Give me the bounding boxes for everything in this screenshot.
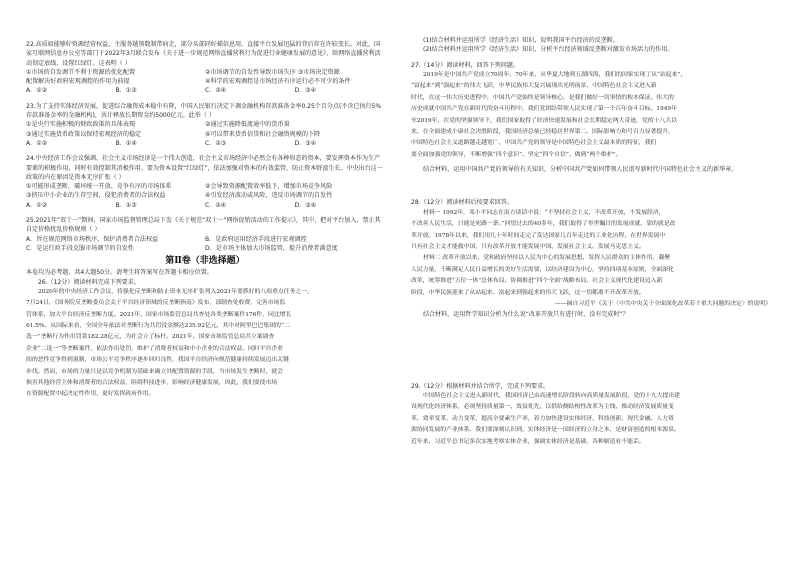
choice-a[interactable]: A．旨在规范网络市场秩序，保护消费者合法权益 bbox=[26, 235, 159, 243]
material-line: 中国特色社会主义进入新时代，我国经济已由高速增长阶段转向高质量发展阶段，党的十九大提出建 bbox=[423, 392, 680, 399]
material-line: 2020年的中央经济工作会议，将强化反垄断和防止资本无序扩张列入2021年要抓好的八项重点任务之一。 bbox=[38, 288, 313, 295]
q22-options-row1 bbox=[26, 68, 384, 77]
q29-title: 29.（12分）根据材料并结合所学，完成下列要求。 bbox=[411, 382, 550, 390]
section-note: 本卷均为必考题，共4大题50分。请考生将答案写在答题卡相应位置。 bbox=[26, 269, 213, 277]
material-line: 损害其他经营主体和消费者的合法权益，阻碍科技进步，影响经济健康发展，因此，我们要使市场 bbox=[26, 380, 278, 387]
choice-a[interactable]: A．①② bbox=[26, 201, 48, 209]
material-line: 要全面加强党的领导，不断增强“四个意识”、坚定“四个自信”、做到“两个维护”。 bbox=[411, 151, 622, 158]
choice-b[interactable]: B．是政府运用经济手段进行宏观调控 bbox=[205, 235, 307, 243]
q23-option: ②通过实施降低流通中的货币量 bbox=[205, 121, 290, 129]
q28-requirement: 结合材料，运用哲学知识分析为什么说“改革开放只有进行时、没有完成时”？ bbox=[423, 311, 629, 319]
choice-c[interactable]: C．是运行政手段克服市场调节的自发性 bbox=[26, 244, 134, 252]
material-line: 2019年是中国共产党成立70周年，70年来，从华夏大地到五湖四海，我们的国家实现了从“站起来”、 bbox=[423, 71, 687, 78]
q24-choices bbox=[26, 201, 384, 210]
material-line: 在资源配置中起决定性作用，更好发挥政府作用。 bbox=[26, 391, 155, 398]
material-line: 不改善人民生活，只能是死路一条。”回望过去的40多年，我们取得了举世瞩目的发展成就，靠的就是改 bbox=[411, 221, 676, 228]
material-line: 61.5%。从国际来看，全国全年依法对垄断行为共罚没金额达235.92亿元，其中对阿里巴巴集团的“二 bbox=[26, 323, 290, 330]
material-line: 只有社会主义才能救中国，只有改革开放才能发展中国、发展社会主义、发展马克思主义。 bbox=[411, 243, 645, 250]
q23-options-row2 bbox=[26, 130, 384, 139]
material-line: 近年来，习近平总书记多次实地考察实体企业，强调实体经济是基础，各种制造业不能丢。 bbox=[411, 438, 645, 445]
q24-option: ③挤压中小企业的生存空间，侵犯消费者的合法权益 bbox=[26, 192, 166, 200]
q22-choices bbox=[26, 86, 384, 95]
material-line: 革、效率变革、动力变革，提高全要素生产率，着力加快建设实体经济、科技创新、现代金融、人力资 bbox=[411, 415, 674, 422]
q22-stem: 22.高质如能够好资源经营权益，主服务越领数制带病走，部分头部同好描信息用，直接平台发展迅猛的背后存在许较变长。对此，国家互联网信息办公室等部门于2022年3月联合发布《关于进一步规范网络直播营利行为促进行业健康发展的意见》，给网络直播营利活动划定底线，设置红绿灯。这表明（ ） bbox=[26, 41, 381, 67]
material-line: 7月24日，《国务院反垄断委员会关于平台经济领域的反垄断指南》发布，部制查处收费，完善市场监 bbox=[26, 300, 286, 307]
choice-d[interactable]: D．③④ bbox=[294, 201, 317, 209]
q24-options-row2 bbox=[26, 191, 384, 200]
q28-material-2 bbox=[411, 253, 771, 299]
choice-a[interactable]: A．①② bbox=[26, 87, 48, 95]
choice-b[interactable]: B．①③ bbox=[115, 87, 137, 95]
material-line: 改革，统筹推进“五位一体”总体布局，协调推进“四个全面”战略布局，社会主义现代化建设迈入新 bbox=[411, 278, 663, 285]
right-page bbox=[397, 0, 794, 562]
material-line: 历史成就中国共产党在新时代的奋斗历程中，我们党团结带领人民实现了第一个百年奋斗目标。1949年 bbox=[411, 106, 677, 113]
q24-option: ①可能形成垄断，破坏统一开放、竞争有序的市场体系 bbox=[26, 183, 172, 191]
section-title: 第Ⅱ卷（非选择题） bbox=[165, 256, 245, 267]
q26-material bbox=[26, 287, 384, 401]
choice-b[interactable]: B．①③ bbox=[115, 201, 137, 209]
material-line: 源协同发展的产业体系。我们要深刻认识到，实体经济是一国经济的立身之本，是财富创造的根本源泉。 bbox=[411, 427, 680, 434]
q25-stem: 25.2021年“双十一”期间，国家市场监督管理总局下发《关于规范“双十一”网络促销活动的工作提示》，其中，把对平台加入，禁止其自定价格扰乱价格规则（ ） bbox=[26, 217, 381, 234]
q23-option: ①是央行实施积极的财政政策的具体表现 bbox=[26, 121, 136, 129]
material-line: 时代，在这一伟大历史进程中，中国共产党始终是领导核心，是我们做好一切事情的根本保证。伟大的 bbox=[411, 94, 674, 101]
choice-c[interactable]: C．②③ bbox=[205, 139, 227, 147]
material-line: 来，在全面建成小康社会决胜阶段，我国经济总量已经稳居世界第二，国际影响力和号召力显著提升， bbox=[411, 128, 674, 135]
material-line: 人民力量，不断满足人民日益增长的美好生活需要，以经济建设为中心，坚持四项基本原则，全面深化 bbox=[411, 266, 674, 273]
q26-title: 26.（12分）阅读材料完成下列要求。 bbox=[38, 278, 140, 286]
choice-d[interactable]: D．③④ bbox=[294, 139, 317, 147]
material-line: 阶段，中华民族迎来了从站起来、富起来到强起来的伟大飞跃，这一切都离不开改革开放。 bbox=[411, 289, 645, 296]
choice-c[interactable]: C．②④ bbox=[205, 87, 227, 95]
q26-requirement-1: (1)结合材料并运用所学《经济生活》知识，说明我国平台经济的反垄断。 bbox=[423, 37, 619, 44]
q27-title: 27.（14分）阅读材料，回答下列问题。 bbox=[411, 61, 519, 69]
q24-option: ④引发经济波动或风险，违反市场调节的自发性 bbox=[205, 192, 333, 200]
q28-quote-source: ——摘自习近平《关于〈中共中央关于全面深化改革若干重大问题的决定〉的说明》 bbox=[554, 300, 771, 307]
q27-material bbox=[411, 70, 771, 161]
q28-material-1 bbox=[411, 208, 771, 254]
material-line: 材料一 1992年，邓小平同志在南方谈话中说：“不坚持社会主义，不改革开放，不发展经济， bbox=[423, 209, 665, 216]
q22-option: ②市场调节的自发性导致市场失序 ③市场决定资源 bbox=[205, 68, 340, 76]
q27-requirement: 结合材料，运用中国共产党的领导的有关知识，分析中国共产党如何带领人民谱写新时代中国特色社会主义的新华章。 bbox=[423, 166, 738, 174]
q23-option: ④可以带来货币信贷和社会融资规模的下降 bbox=[205, 130, 321, 138]
q29-material bbox=[411, 391, 771, 448]
q22-option: ①市场的自发调节不利于资源的优化配置 bbox=[26, 68, 136, 76]
q25-options-row2 bbox=[26, 244, 384, 253]
choice-a[interactable]: A．①② bbox=[26, 139, 48, 147]
q26-requirement-2: (2)结合材料并运用所学《经济生活》知识，分析平台经济领域反垄断对激发市场活力的作用。 bbox=[423, 46, 674, 54]
material-line: 选一”垄断行为作出罚款182.28亿元，为社会立了标杆。2021年，国家市场监管总局共立案调查 bbox=[26, 334, 275, 341]
material-line: 设现代化经济体系，必须坚持质量第一、效益优先，以供给侧结构性改革为主线，推动经济发展质量变 bbox=[411, 404, 674, 411]
choice-b[interactable]: B．①④ bbox=[115, 139, 137, 147]
q22-option: 配置解决好政府宏观调控的作用为前提 bbox=[26, 78, 130, 86]
material-line: 企业“二选一”等垄断案件，依法作出处罚，维护了消费者权益和中小企业的合法权益，同时平台企业 bbox=[26, 345, 284, 352]
q22-options-row2 bbox=[26, 77, 384, 86]
q24-option: ②会导致资源配置效率低下，增加市场竞争风险 bbox=[205, 183, 333, 191]
material-line: 间的恶性竞争得到遏制，市场公平竞争秩序逐步回归良性，我国平台经济向规范健康持续发展迈出关键 bbox=[26, 357, 289, 364]
q25-options-row1 bbox=[26, 235, 384, 244]
choice-c[interactable]: C．②④ bbox=[205, 201, 227, 209]
choice-d[interactable]: D．是市场主体加大市场监管，提升消费者满意度 bbox=[205, 244, 338, 252]
material-line: 步伐。然而，市场的力量只是以竞争机制为基础来确立其配置资源的手段，当市场发生垄断时，就会 bbox=[26, 368, 283, 375]
choice-d[interactable]: D．③④ bbox=[294, 87, 317, 95]
material-line: 管体系，加大平台经济反垄断力度。2021年，国家市场监管总局共查处各类垄断案件176件，同比增长 bbox=[26, 311, 292, 318]
material-line: 至2019年，在党的坚强领导下，我们国家取得了经济快速发展和社会长期稳定两大奇迹，党的十八大以 bbox=[411, 117, 677, 124]
q24-options-row1 bbox=[26, 182, 384, 191]
material-line: “富起来”到“强起来”的伟大飞跃，中华民族伟大复兴展现出光明前景，中国特色社会主义进入新 bbox=[411, 83, 657, 90]
q23-option: ③通过实施货币政策以保持宏观经济的稳定 bbox=[26, 130, 142, 138]
left-column bbox=[26, 38, 384, 401]
material-line: 中国特色社会主义道路越走越宽广，中国共产党的领导是中国特色社会主义最本质的特征，我们 bbox=[411, 140, 657, 147]
material-line: 材料二 改革开放以来，党和政府坚持以人民为中心的发展思想，发挥人民群众的主体作用，凝聚 bbox=[423, 255, 671, 262]
q23-choices bbox=[26, 139, 384, 148]
material-line: 革开放。1978年以来，我们用几十年时间走完了发达国家几百年走过的工业化历程，在世界发展中 bbox=[411, 232, 666, 239]
q23-options-row1 bbox=[26, 120, 384, 129]
q23-stem: 23.为了支持实体经济发展，促进综合融资成本稳中有降，中国人民银行决定下调金融机构存款准备金率0.25个百分点(不含已执行5%存款准备金率的金融机构)，共计释放长期资金约5000亿元。此举（ ） bbox=[26, 102, 382, 120]
right-column bbox=[411, 36, 771, 448]
q24-stem: 24.中央经济工作会议强调，社会主义市场经济是一个伟大创造，社会主义市场经济中必然会有各种形态的资本，要发挥资本作为生产要素的积极作用，同时有效控制其消极作用。要为资本设置“红绿灯”，依法加强对资本的有效监管，防止资本野蛮生长。中央出台这一政策的内在原因是资本无序扩张（ ） bbox=[26, 155, 383, 181]
q28-title: 28.（12分）阅读材料后按要求回答。 bbox=[411, 199, 513, 207]
q22-option: ④科学的宏观调控是市场经济有序运行必不可少的条件 bbox=[205, 78, 351, 86]
